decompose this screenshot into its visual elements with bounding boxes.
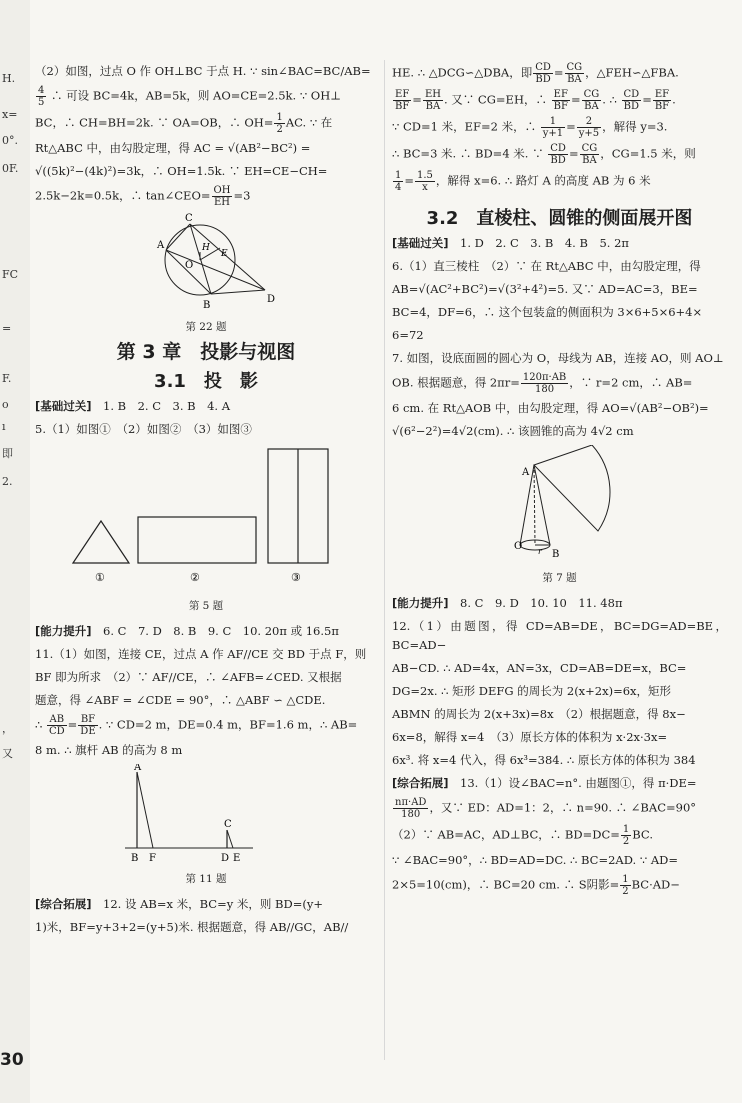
text: 6x=8，解得 x=4 （3）原长方体的体积为 x·2x·3x= bbox=[392, 730, 668, 744]
text: =3 bbox=[233, 188, 251, 203]
text: ∴ bbox=[609, 92, 617, 107]
fraction bbox=[533, 62, 553, 85]
page-number: 30 bbox=[0, 1050, 24, 1070]
denominator: 5 bbox=[38, 97, 45, 108]
left-paragraph-4 bbox=[35, 139, 377, 158]
section-title-3-2: 3.2 直棱柱、圆锥的侧面展开图 bbox=[426, 208, 693, 229]
ability-answers bbox=[35, 622, 377, 641]
fraction bbox=[393, 89, 411, 112]
fraction bbox=[36, 85, 46, 108]
figure-5-caption: 第 5 题 bbox=[188, 600, 224, 612]
fraction bbox=[415, 170, 435, 193]
text: ，△FEH∽△FBA. bbox=[585, 65, 679, 80]
numerator: CG bbox=[581, 143, 598, 154]
figure-7-cone bbox=[392, 445, 727, 563]
numerator: CG bbox=[583, 89, 600, 100]
fraction bbox=[622, 89, 642, 112]
denominator: BF bbox=[553, 101, 568, 112]
text: 7. 如图，设底面圆的圆心为 O，母线为 AB，连接 AO，则 AO⊥ bbox=[392, 351, 724, 365]
chapter-title: 第 3 章 投影与视图 bbox=[116, 341, 296, 363]
q11-line-3 bbox=[35, 691, 377, 710]
basic-answers bbox=[35, 397, 377, 416]
text: . ∵ CD=2 m，DE=0.4 m，BF=1.6 m，∴ AB= bbox=[98, 717, 358, 732]
fraction bbox=[621, 824, 631, 847]
denominator: y+1 bbox=[542, 128, 564, 139]
text: ∴ 可设 BC=4k，AB=5k，则 AO=CE=2.5k. ∵ OH⊥ bbox=[51, 88, 342, 103]
numerator: EF bbox=[552, 89, 570, 101]
left-paragraph-1 bbox=[35, 62, 377, 81]
fig5-label: ① bbox=[95, 571, 105, 584]
text: OB. 根据题意，得 2πr= bbox=[392, 375, 520, 390]
denominator: BA bbox=[425, 101, 441, 112]
fig22-label: H bbox=[202, 243, 210, 253]
numerator: CD bbox=[623, 89, 640, 100]
denominator: BA bbox=[567, 74, 582, 85]
text: ABMN 的周长为 2(x+3x)=8x （2）根据题意，得 8x− bbox=[392, 707, 686, 721]
text: HE. ∴ △DCG∽△DBA，即 bbox=[392, 65, 533, 80]
fig11-label: E bbox=[233, 853, 241, 864]
basic-tag: [基础过关] bbox=[35, 399, 92, 413]
text: BC=4，DF=6，∴ 这个包装盒的侧面积为 3×6+5×6+4× bbox=[392, 305, 703, 319]
fraction bbox=[580, 143, 600, 166]
q12r-line-6 bbox=[392, 751, 727, 770]
text: 1. D 2. C 3. B 4. B 5. 2π bbox=[460, 236, 629, 250]
ability-tag: [能力提升] bbox=[35, 624, 92, 638]
edge-text: 0F. bbox=[2, 162, 19, 175]
fig11-label: B bbox=[131, 853, 139, 864]
text: （2）如图，过点 O 作 OH⊥BC 于点 H. ∵ sin∠BAC=BC/AB= bbox=[35, 64, 371, 78]
numerator: 4 bbox=[38, 85, 45, 96]
left-paragraph-2 bbox=[35, 85, 377, 108]
fraction bbox=[653, 89, 671, 112]
text: ，又∵ ED：AD=1：2，∴ n=90. ∴ ∠BAC=90° bbox=[429, 800, 697, 815]
denominator: BD bbox=[623, 101, 640, 112]
numerator: CD bbox=[535, 62, 551, 73]
text: BC. bbox=[632, 827, 653, 842]
q7-line-2 bbox=[392, 372, 727, 395]
numerator: 2 bbox=[577, 116, 601, 128]
fig22-label: O bbox=[185, 260, 194, 271]
edge-text: ， bbox=[2, 722, 13, 735]
text: ，解得 y=3. bbox=[602, 119, 668, 134]
fig22-label: D bbox=[267, 294, 276, 305]
q6-line-3 bbox=[392, 303, 727, 322]
q6-line-2 bbox=[392, 280, 727, 299]
q6-line-1 bbox=[392, 257, 727, 276]
q11-line-1 bbox=[35, 645, 377, 664]
text: ∵ ∠BAC=90°，∴ BD=AD=DC. ∴ BC=2AD. ∵ AD= bbox=[392, 853, 678, 867]
numerator: EF bbox=[653, 89, 671, 101]
numerator: OH bbox=[213, 185, 231, 196]
left-edge-previous-page bbox=[0, 0, 30, 1103]
denominator: 2 bbox=[622, 886, 629, 897]
text: 又∵ CG=EH，∴ bbox=[451, 92, 547, 107]
edge-text: F. bbox=[2, 372, 12, 385]
text: BF 即为所求 （2）∵ AF//CE，∴ ∠AFB=∠CED. 又根据 bbox=[35, 670, 342, 684]
text: 8 m. ∴ 旗杆 AB 的高为 8 m bbox=[35, 743, 183, 757]
left-paragraph-6 bbox=[35, 185, 377, 208]
text: 6. C 7. D 8. B 9. C 10. 20π 或 16.5π bbox=[103, 624, 339, 638]
column-divider bbox=[384, 60, 385, 1060]
numerator: CD bbox=[550, 143, 566, 154]
q13-line-4 bbox=[392, 851, 727, 870]
fraction bbox=[393, 170, 403, 193]
denominator: 2 bbox=[276, 124, 283, 135]
q7-line-4 bbox=[392, 422, 727, 441]
fig11-label: C bbox=[224, 819, 232, 830]
fraction bbox=[274, 112, 284, 135]
q12r-line-2 bbox=[392, 659, 727, 678]
denominator: 180 bbox=[535, 384, 555, 395]
denominator: BD bbox=[535, 74, 551, 85]
text: DG=2x. ∴ 矩形 DEFG 的周长为 2(x+2x)=6x，矩形 bbox=[392, 684, 672, 698]
text: 5.（1）如图① （2）如图② （3）如图③ bbox=[35, 422, 252, 436]
text: AB=√(AC²+BC²)=√(3²+4²)=5. 又∵ AD=AC=3，BE= bbox=[392, 282, 698, 296]
extension-tag: [综合拓展] bbox=[35, 897, 92, 911]
edge-text: x= bbox=[2, 108, 18, 121]
right-line-3: ∵ CD=1 米，EF=2 米，∴ $\frac{1}{y+1}$ = $\frac{2}{y+5}$ ，解得 y=3. bbox=[392, 116, 668, 139]
extension-tag: [综合拓展] bbox=[392, 776, 449, 790]
r-basic-answers bbox=[392, 234, 727, 253]
text: 13.（1）设∠BAC=n°. 由题图①，得 π·DE= bbox=[460, 776, 697, 790]
text: AB−CD. ∴ AD=4x，AN=3x，CD=AB=DE=x，BC= bbox=[392, 661, 687, 675]
edge-text: ο bbox=[2, 398, 9, 411]
text: ∵ CD=1 米，EF=2 米，∴ bbox=[392, 119, 537, 134]
denominator: EH bbox=[213, 197, 230, 208]
right-column bbox=[392, 62, 727, 901]
fraction bbox=[423, 89, 443, 112]
text: 6x³. 将 x=4 代入，得 6x³=384. ∴ 原长方体的体积为 384 bbox=[392, 753, 696, 767]
numerator: 1 bbox=[622, 874, 629, 885]
text: 2.5k−2k=0.5k，∴ tan∠CEO= bbox=[35, 188, 211, 203]
text: 12. 设 AB=x 米，BC=y 米，则 BD=(y+ bbox=[103, 897, 323, 911]
q12r-line-3 bbox=[392, 682, 727, 701]
denominator: y+5 bbox=[578, 128, 600, 139]
numerator: 1 bbox=[541, 116, 565, 128]
text: 11.（1）如图，连接 CE，过点 A 作 AF//CE 交 BD 于点 F，则 bbox=[35, 647, 367, 661]
fig5-label: ③ bbox=[291, 571, 301, 584]
numerator: nπ·AD bbox=[395, 797, 427, 808]
q12-line-2 bbox=[35, 918, 377, 937]
fig7-label: A bbox=[522, 467, 530, 478]
left-paragraph-5 bbox=[35, 162, 377, 181]
text: 6=72 bbox=[392, 328, 424, 342]
basic-tag: [基础过关] bbox=[392, 236, 449, 250]
numerator: 1 bbox=[276, 112, 283, 123]
fraction bbox=[548, 143, 568, 166]
denominator: 4 bbox=[395, 182, 402, 193]
fig22-label: A bbox=[157, 240, 165, 251]
q12r-line-5 bbox=[392, 728, 727, 747]
text: 12.（1）由题图，得 CD=AB=DE，BC=DG=AD=BE，BC=AD− bbox=[392, 619, 727, 652]
q13-line-5 bbox=[392, 874, 727, 897]
denominator: BF bbox=[395, 101, 410, 112]
text: 6.（1）直三棱柱 （2）∵ 在 Rt△ABC 中，由勾股定理，得 bbox=[392, 259, 701, 273]
numerator: EF bbox=[393, 89, 411, 101]
q12-line-1 bbox=[35, 895, 377, 914]
figure-11-flagpole bbox=[35, 764, 377, 864]
fraction bbox=[212, 185, 233, 208]
fig11-label: F bbox=[149, 853, 156, 864]
text: ，CG=1.5 米，则 bbox=[600, 146, 696, 161]
edge-text: 即 bbox=[2, 447, 13, 460]
numerator: 1 bbox=[395, 170, 402, 181]
numerator: BF bbox=[78, 714, 97, 726]
r-ability-answers bbox=[392, 594, 727, 613]
text: 1. B 2. C 3. B 4. A bbox=[103, 399, 231, 413]
fraction bbox=[47, 714, 67, 737]
fraction bbox=[541, 116, 565, 139]
fig7-label: O bbox=[514, 541, 523, 552]
text: ，∵ r=2 cm，∴ AB= bbox=[569, 375, 693, 390]
numerator: 1 bbox=[622, 824, 630, 835]
fraction bbox=[552, 89, 570, 112]
edge-text: ı bbox=[2, 420, 6, 433]
left-paragraph-3 bbox=[35, 112, 377, 135]
left-column bbox=[35, 62, 377, 941]
q12r-line-4 bbox=[392, 705, 727, 724]
section-title-3-1: 3.1 投 影 bbox=[154, 371, 258, 392]
text: BC·AD− bbox=[631, 877, 680, 892]
fraction bbox=[78, 714, 97, 737]
text: 6 cm. 在 Rt△AOB 中，由勾股定理，得 AO=√(AB²−OB²)= bbox=[392, 401, 709, 415]
q12r-line-1 bbox=[392, 617, 727, 655]
text: √(6²−2²)=4√2(cm). ∴ 该圆锥的高为 4√2 cm bbox=[392, 424, 634, 438]
numerator: CG bbox=[566, 62, 583, 73]
fraction bbox=[393, 797, 428, 820]
edge-text: 又 bbox=[2, 747, 13, 760]
figure-11-caption: 第 11 题 bbox=[185, 873, 227, 885]
text: ∴ BC=3 米. ∴ BD=4 米. ∵ bbox=[392, 146, 544, 161]
fig7-label: B bbox=[552, 549, 560, 560]
fig11-label: A bbox=[134, 764, 142, 773]
denominator: 180 bbox=[401, 809, 421, 820]
figure-22-circle-diagram bbox=[35, 212, 377, 312]
text: Rt△ABC 中，由勾股定理，得 AC = √(AB²−BC²) = bbox=[35, 141, 311, 155]
fraction bbox=[582, 89, 602, 112]
figure-5-projections bbox=[35, 443, 377, 591]
numerator: 120π·AB bbox=[522, 372, 567, 383]
right-line-1: HE. ∴ △DCG∽△DBA，即 $\frac{CD}{BD}$ = $\frac{CG}{BA}$ ，△FEH∽△FBA. bbox=[392, 62, 679, 85]
fig22-label: E bbox=[221, 249, 228, 259]
q6-line-4 bbox=[392, 326, 727, 345]
edge-text: H. bbox=[2, 72, 16, 85]
q7-line-1 bbox=[392, 349, 727, 368]
fraction bbox=[577, 116, 601, 139]
text: 8. C 9. D 10. 10 11. 48π bbox=[460, 596, 623, 610]
text: 2×5=10(cm)，∴ BC=20 cm. ∴ S阴影= bbox=[392, 877, 620, 892]
figure-7-caption: 第 7 题 bbox=[542, 572, 577, 584]
text: 题意，得 ∠ABF = ∠CDE = 90°，∴ △ABF ∽ △CDE. bbox=[35, 693, 326, 707]
fraction bbox=[521, 372, 568, 395]
text: BC，∴ CH=BH=2k. ∵ OA=OB，∴ OH= bbox=[35, 115, 274, 130]
fig22-label: C bbox=[185, 213, 193, 224]
denominator: CD bbox=[48, 726, 65, 737]
right-line-2: $\frac{EF}{BF}$ = $\frac{EH}{BA}$ . 又∵ CG=EH，∴ $\frac{EF}{BF}$ = $\frac{CG}{BA}$ . ∴ $\frac{CD}{BD}$ = $\frac{EF}{BF}$ . bbox=[395, 89, 676, 112]
text: （2）∵ AB=AC，AD⊥BC，∴ BD=DC= bbox=[392, 827, 620, 842]
denominator: 2 bbox=[622, 836, 630, 847]
denominator: BF bbox=[654, 101, 670, 112]
edge-text: = bbox=[2, 322, 12, 335]
fig5-label: ② bbox=[190, 571, 200, 584]
q7-line-3 bbox=[392, 399, 727, 418]
fraction bbox=[620, 874, 630, 897]
text: AC. ∵ 在 bbox=[285, 115, 333, 130]
figure-22-caption: 第 22 题 bbox=[185, 321, 227, 333]
edge-text: FC bbox=[2, 268, 19, 281]
q11-line-2 bbox=[35, 668, 377, 687]
text: √((5k)²−(4k)²)=3k，∴ OH=1.5k. ∵ EH=CE−CH= bbox=[35, 164, 328, 178]
numerator: EH bbox=[424, 89, 441, 100]
q13-line-1 bbox=[392, 774, 727, 793]
text: ，解得 x=6. ∴ 路灯 A 的高度 AB 为 6 米 bbox=[435, 173, 651, 188]
denominator: x bbox=[422, 182, 428, 193]
denominator: BA bbox=[584, 101, 599, 112]
q5-answer bbox=[35, 420, 377, 439]
fig11-label: D bbox=[221, 853, 230, 864]
right-line-4: ∴ BC=3 米. ∴ BD=4 米. ∵ $\frac{CD}{BD}$ = $\frac{CG}{BA}$ ，CG=1.5 米，则 bbox=[392, 143, 696, 166]
text: 1)米，BF=y+3+2=(y+5)米. 根据题意，得 AB//GC，AB// bbox=[35, 920, 349, 934]
denominator: BD bbox=[550, 155, 566, 166]
ability-tag: [能力提升] bbox=[392, 596, 449, 610]
fig22-label: B bbox=[203, 300, 211, 311]
numerator: 1.5 bbox=[417, 170, 433, 181]
right-line-5: $\frac{1}{4}$ = $\frac{1.5}{x}$ ，解得 x=6. ∴ 路灯 A 的高度 AB 为 6 米 bbox=[395, 170, 651, 193]
denominator: DE bbox=[80, 726, 96, 737]
q11-line-5 bbox=[35, 741, 377, 760]
q13-line-3 bbox=[392, 824, 727, 847]
edge-text: 2. bbox=[2, 475, 13, 488]
edge-text: 0°. bbox=[2, 134, 18, 147]
denominator: BA bbox=[582, 155, 597, 166]
q11-line-4: ∴ $\frac{AB}{CD}$ = $\frac{BF}{DE}$ . ∵ CD=2 m，DE=0.4 m，BF=1.6 m，∴ AB= bbox=[35, 714, 358, 737]
fraction bbox=[565, 62, 585, 85]
fig7-label: r bbox=[538, 547, 542, 556]
numerator: AB bbox=[47, 714, 67, 726]
q13-line-2 bbox=[392, 797, 727, 820]
